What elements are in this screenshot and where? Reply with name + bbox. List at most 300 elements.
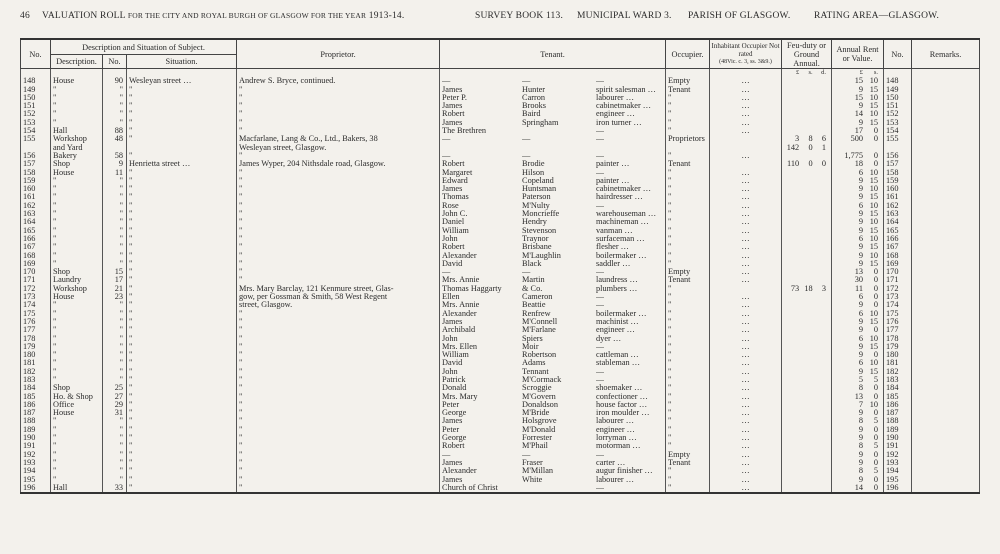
row-description: "	[51, 467, 103, 475]
tenant-occupation: vanman …	[596, 226, 633, 235]
row-no: 170	[21, 268, 51, 276]
row-proprietor: "	[237, 434, 440, 442]
row-number: "	[103, 227, 127, 235]
row-remarks	[912, 218, 980, 226]
row-description: "	[51, 417, 103, 425]
row-remarks	[912, 351, 980, 359]
row-feu-duty	[782, 384, 832, 392]
tenant-last-name	[522, 127, 596, 135]
row-annual-rent: 6 10	[832, 310, 884, 318]
tenant-last-name: Hunter	[522, 85, 546, 94]
row-annual-rent: 8 0	[832, 384, 884, 392]
row-proprietor: Andrew S. Bryce, continued.	[237, 77, 440, 85]
row-situation: "	[127, 94, 237, 102]
row-description: Laundry	[51, 276, 103, 284]
row-no-right: 188	[884, 417, 912, 425]
row-proprietor: "	[237, 476, 440, 484]
col-inhabitant: Inhabitant Occupier Not rated (48Vic. c. 3, ss. 3&9.)	[710, 39, 782, 69]
row-no-right: 196	[884, 484, 912, 493]
row-no-right: 150	[884, 94, 912, 102]
row-annual-rent: 15 10	[832, 77, 884, 85]
row-no-right: 182	[884, 368, 912, 376]
row-no-right: 163	[884, 210, 912, 218]
row-inhabitant: …	[710, 260, 782, 268]
row-tenant	[440, 110, 666, 118]
row-situation: "	[127, 318, 237, 326]
tenant-last-name: Copeland	[522, 176, 554, 185]
row-description: "	[51, 368, 103, 376]
row-proprietor: "	[237, 359, 440, 367]
row-description: "	[51, 343, 103, 351]
tenant-occupation: lorryman …	[596, 434, 637, 443]
row-no-right: 179	[884, 343, 912, 351]
tenant-first-name: John	[442, 367, 458, 376]
row-tenant	[440, 94, 666, 102]
row-inhabitant: …	[710, 119, 782, 127]
tenant-first-name: David	[442, 359, 463, 368]
row-occupier: "	[666, 169, 710, 177]
tenant-first-name: Rose	[442, 201, 459, 210]
row-no-right: 162	[884, 202, 912, 210]
table-row	[21, 318, 980, 326]
row-number: 15	[103, 268, 127, 276]
row-annual-rent: 9 10	[832, 252, 884, 260]
rating-area: RATING AREA—GLASGOW.	[814, 11, 940, 21]
row-occupier: "	[666, 218, 710, 226]
tenant-occupation: —	[596, 367, 605, 376]
row-tenant	[440, 409, 666, 417]
row-remarks	[912, 102, 980, 110]
table-row	[21, 285, 980, 293]
row-remarks	[912, 310, 980, 318]
table-row	[21, 326, 980, 334]
row-proprietor: "	[237, 235, 440, 243]
row-feu-duty: 3 8 6	[782, 135, 832, 143]
table-row	[21, 434, 980, 442]
row-annual-rent: 9 15	[832, 260, 884, 268]
tenant-occupation: boilermaker …	[596, 251, 647, 260]
row-situation: "	[127, 467, 237, 475]
row-annual-rent: 17 0	[832, 127, 884, 135]
row-proprietor: "	[237, 102, 440, 110]
municipal-ward: MUNICIPAL WARD 3.	[577, 11, 672, 21]
row-remarks	[912, 484, 980, 493]
tenant-occupation: —	[596, 127, 605, 136]
row-feu-duty	[782, 293, 832, 301]
table-row	[21, 202, 980, 210]
tenant-first-name: James	[442, 417, 463, 426]
row-occupier: "	[666, 359, 710, 367]
tenant-first-name: James	[442, 118, 463, 127]
row-tenant	[440, 285, 666, 293]
tenant-first-name: Mrs. Mary	[442, 392, 478, 401]
tenant-first-name: Ellen	[442, 293, 460, 302]
table-row	[21, 459, 980, 467]
tenant-last-name: Springham	[522, 118, 559, 127]
row-no: 156	[21, 152, 51, 160]
row-number: "	[103, 252, 127, 260]
row-number: "	[103, 310, 127, 318]
tenant-last-name: Stevenson	[522, 226, 557, 235]
row-description: "	[51, 185, 103, 193]
row-situation: "	[127, 351, 237, 359]
row-no-right: 176	[884, 318, 912, 326]
row-feu-duty	[782, 318, 832, 326]
row-occupier: "	[666, 193, 710, 201]
row-no: 195	[21, 476, 51, 484]
row-remarks	[912, 210, 980, 218]
row-number: 21	[103, 285, 127, 293]
tenant-occupation: —	[596, 483, 605, 492]
table-row	[21, 193, 980, 201]
row-no: 165	[21, 227, 51, 235]
tenant-last-name: Baird	[522, 110, 541, 119]
row-tenant	[440, 376, 666, 384]
row-situation: "	[127, 202, 237, 210]
tenant-last-name: Hendry	[522, 218, 547, 227]
row-no-right: 152	[884, 110, 912, 118]
row-inhabitant: …	[710, 459, 782, 467]
row-inhabitant	[710, 135, 782, 143]
row-occupier: "	[666, 252, 710, 260]
tenant-last-name: White	[522, 475, 543, 484]
row-description: "	[51, 193, 103, 201]
row-annual-rent: 9 15	[832, 368, 884, 376]
row-tenant	[440, 276, 666, 284]
row-annual-rent: 9 15	[832, 102, 884, 110]
row-inhabitant: …	[710, 434, 782, 442]
row-description: "	[51, 119, 103, 127]
table-row	[21, 218, 980, 226]
row-feu-duty	[782, 260, 832, 268]
survey-book: SURVEY BOOK 113.	[475, 11, 564, 21]
tenant-first-name: —	[442, 135, 451, 144]
row-situation: "	[127, 218, 237, 226]
row-remarks	[912, 442, 980, 450]
row-remarks	[912, 144, 980, 152]
row-annual-rent: 14 10	[832, 110, 884, 118]
row-description: Workshop	[51, 135, 103, 143]
row-proprietor: "	[237, 119, 440, 127]
row-situation: "	[127, 243, 237, 251]
row-occupier: "	[666, 442, 710, 450]
row-feu-duty	[782, 359, 832, 367]
row-remarks	[912, 401, 980, 409]
row-annual-rent: 9 15	[832, 210, 884, 218]
tenant-last-name: Moncrieffe	[522, 210, 560, 219]
row-feu-duty	[782, 426, 832, 434]
row-inhabitant: …	[710, 417, 782, 425]
row-proprietor: "	[237, 343, 440, 351]
row-proprietor: "	[237, 185, 440, 193]
row-remarks	[912, 368, 980, 376]
row-proprietor: "	[237, 169, 440, 177]
row-proprietor: "	[237, 467, 440, 475]
tenant-last-name: —	[522, 151, 531, 160]
tenant-first-name: James	[442, 475, 463, 484]
row-description: Office	[51, 401, 103, 409]
row-no: 172	[21, 285, 51, 293]
row-annual-rent: 9 15	[832, 119, 884, 127]
row-situation: "	[127, 417, 237, 425]
row-feu-duty	[782, 351, 832, 359]
row-no: 184	[21, 384, 51, 392]
tenant-last-name: M'Laughlin	[522, 251, 561, 260]
row-feu-duty	[782, 335, 832, 343]
row-tenant	[440, 335, 666, 343]
row-annual-rent: 9 15	[832, 193, 884, 201]
row-remarks	[912, 252, 980, 260]
table-row	[21, 160, 980, 168]
tenant-occupation: machineman …	[596, 218, 649, 227]
row-proprietor: "	[237, 110, 440, 118]
tenant-last-name: Paterson	[522, 193, 551, 202]
row-occupier: "	[666, 409, 710, 417]
row-proprietor: "	[237, 409, 440, 417]
row-inhabitant: …	[710, 476, 782, 484]
tenant-first-name: Alexander	[442, 309, 477, 318]
row-feu-duty	[782, 235, 832, 243]
row-situation: "	[127, 169, 237, 177]
row-number: "	[103, 467, 127, 475]
row-description: "	[51, 434, 103, 442]
row-feu-duty	[782, 434, 832, 442]
row-occupier: Empty	[666, 268, 710, 276]
row-tenant	[440, 368, 666, 376]
row-number: "	[103, 260, 127, 268]
row-inhabitant: …	[710, 268, 782, 276]
row-remarks	[912, 318, 980, 326]
tenant-occupation: motorman …	[596, 442, 641, 451]
row-occupier: Proprietors	[666, 135, 710, 143]
tenant-first-name: Mrs. Annie	[442, 301, 480, 310]
row-proprietor: "	[237, 393, 440, 401]
row-feu-duty	[782, 442, 832, 450]
row-description: "	[51, 476, 103, 484]
row-description: House	[51, 77, 103, 85]
row-number	[103, 144, 127, 152]
tenant-occupation: boilermaker …	[596, 309, 647, 318]
tenant-first-name: The Brethren	[442, 127, 487, 136]
valuation-table	[20, 38, 980, 494]
table-row	[21, 393, 980, 401]
table-row	[21, 467, 980, 475]
row-tenant	[440, 86, 666, 94]
row-no: 163	[21, 210, 51, 218]
row-annual-rent: 13 0	[832, 393, 884, 401]
row-description: "	[51, 426, 103, 434]
row-no: 191	[21, 442, 51, 450]
row-description: "	[51, 301, 103, 309]
row-inhabitant: …	[710, 77, 782, 85]
row-proprietor: "	[237, 442, 440, 450]
tenant-last-name: Holsgrove	[522, 417, 557, 426]
row-no-right: 195	[884, 476, 912, 484]
row-no: 178	[21, 335, 51, 343]
row-no: 185	[21, 393, 51, 401]
tenant-occupation: engineer …	[596, 425, 635, 434]
row-annual-rent: 9 15	[832, 318, 884, 326]
tenant-last-name: —	[522, 450, 531, 459]
tenant-occupation: engineer …	[596, 110, 635, 119]
row-annual-rent: 9 0	[832, 326, 884, 334]
row-situation: "	[127, 86, 237, 94]
row-number: "	[103, 94, 127, 102]
row-no: 182	[21, 368, 51, 376]
row-occupier: "	[666, 376, 710, 384]
tenant-last-name: M'Cormack	[522, 375, 562, 384]
row-description: Hall	[51, 127, 103, 135]
row-no-right: 183	[884, 376, 912, 384]
row-situation: "	[127, 484, 237, 493]
row-inhabitant: …	[710, 326, 782, 334]
row-remarks	[912, 335, 980, 343]
row-no: 196	[21, 484, 51, 493]
row-no: 167	[21, 243, 51, 251]
row-remarks	[912, 276, 980, 284]
row-inhabitant: …	[710, 152, 782, 160]
row-number: 11	[103, 169, 127, 177]
row-description: Bakery	[51, 152, 103, 160]
row-remarks	[912, 301, 980, 309]
row-annual-rent: 6 10	[832, 335, 884, 343]
table-row	[21, 359, 980, 367]
row-tenant	[440, 434, 666, 442]
tenant-first-name: Peter	[442, 400, 460, 409]
tenant-occupation: plumbers …	[596, 284, 638, 293]
row-occupier: "	[666, 467, 710, 475]
row-inhabitant: …	[710, 252, 782, 260]
tenant-last-name: Donaldson	[522, 400, 558, 409]
row-tenant	[440, 152, 666, 160]
row-proprietor: "	[237, 243, 440, 251]
row-inhabitant: …	[710, 484, 782, 493]
row-description: "	[51, 326, 103, 334]
table-row	[21, 484, 980, 493]
row-feu-duty	[782, 210, 832, 218]
row-tenant	[440, 326, 666, 334]
row-number: "	[103, 426, 127, 434]
row-situation: "	[127, 235, 237, 243]
row-occupier: "	[666, 235, 710, 243]
row-proprietor: "	[237, 202, 440, 210]
tenant-first-name: William	[442, 226, 469, 235]
tenant-last-name: —	[522, 268, 531, 277]
row-situation: "	[127, 359, 237, 367]
row-inhabitant: …	[710, 351, 782, 359]
row-situation: "	[127, 260, 237, 268]
row-feu-duty	[782, 310, 832, 318]
row-description: Shop	[51, 268, 103, 276]
tenant-occupation: machinist …	[596, 317, 639, 326]
row-tenant	[440, 484, 666, 493]
row-tenant	[440, 343, 666, 351]
row-no-right: 158	[884, 169, 912, 177]
table-row	[21, 376, 980, 384]
row-remarks	[912, 285, 980, 293]
row-occupier: Tenant	[666, 160, 710, 168]
row-inhabitant: …	[710, 243, 782, 251]
row-no: 150	[21, 94, 51, 102]
tenant-occupation: labourer …	[596, 417, 635, 426]
row-annual-rent: 9 0	[832, 476, 884, 484]
row-no-right: 180	[884, 351, 912, 359]
row-feu-duty	[782, 77, 832, 85]
row-proprietor: Macfarlane, Lang & Co., Ltd., Bakers, 38	[237, 135, 440, 143]
row-tenant	[440, 359, 666, 367]
row-situation: "	[127, 110, 237, 118]
tenant-first-name: George	[442, 434, 467, 443]
row-occupier: "	[666, 384, 710, 392]
row-tenant	[440, 193, 666, 201]
row-occupier: "	[666, 185, 710, 193]
row-feu-duty	[782, 459, 832, 467]
row-no-right: 185	[884, 393, 912, 401]
row-no-right: 194	[884, 467, 912, 475]
tenant-occupation: flesher …	[596, 243, 629, 252]
row-occupier: "	[666, 152, 710, 160]
tenant-occupation: —	[596, 450, 605, 459]
row-no: 164	[21, 218, 51, 226]
row-annual-rent: 11 0	[832, 285, 884, 293]
tenant-first-name: Thomas	[442, 193, 469, 202]
tenant-occupation: dyer …	[596, 334, 622, 343]
table-row	[21, 252, 980, 260]
tenant-first-name: Church of Christ	[442, 483, 498, 492]
row-tenant	[440, 144, 666, 152]
row-no-right: 164	[884, 218, 912, 226]
tenant-occupation: spirit salesman …	[596, 85, 656, 94]
row-no: 190	[21, 434, 51, 442]
row-remarks	[912, 135, 980, 143]
row-situation: "	[127, 426, 237, 434]
row-inhabitant: …	[710, 343, 782, 351]
row-no-right: 181	[884, 359, 912, 367]
row-inhabitant: …	[710, 110, 782, 118]
row-inhabitant: …	[710, 218, 782, 226]
row-situation: "	[127, 434, 237, 442]
tenant-last-name: Brisbane	[522, 243, 552, 252]
row-number: "	[103, 343, 127, 351]
row-annual-rent: 9 0	[832, 409, 884, 417]
row-no	[21, 144, 51, 152]
row-remarks	[912, 467, 980, 475]
row-feu-duty	[782, 193, 832, 201]
tenant-last-name: M'Connell	[522, 317, 558, 326]
row-description: "	[51, 459, 103, 467]
row-no-right: 159	[884, 177, 912, 185]
row-no-right: 193	[884, 459, 912, 467]
row-description: Shop	[51, 160, 103, 168]
tenant-last-name: Renfrew	[522, 309, 551, 318]
row-proprietor: Mrs. Mary Barclay, 121 Kenmure street, Glas-	[237, 285, 440, 293]
row-remarks	[912, 160, 980, 168]
row-inhabitant: …	[710, 335, 782, 343]
row-situation: "	[127, 451, 237, 459]
row-feu-duty	[782, 202, 832, 210]
row-annual-rent: 6 10	[832, 202, 884, 210]
tenant-first-name: Alexander	[442, 467, 477, 476]
tenant-last-name: Robertson	[522, 351, 557, 360]
row-description: Shop	[51, 384, 103, 392]
row-remarks	[912, 260, 980, 268]
row-annual-rent: 9 15	[832, 177, 884, 185]
row-occupier: "	[666, 335, 710, 343]
row-number: 17	[103, 276, 127, 284]
row-no-right: 171	[884, 276, 912, 284]
row-no: 192	[21, 451, 51, 459]
tenant-occupation: —	[596, 301, 605, 310]
